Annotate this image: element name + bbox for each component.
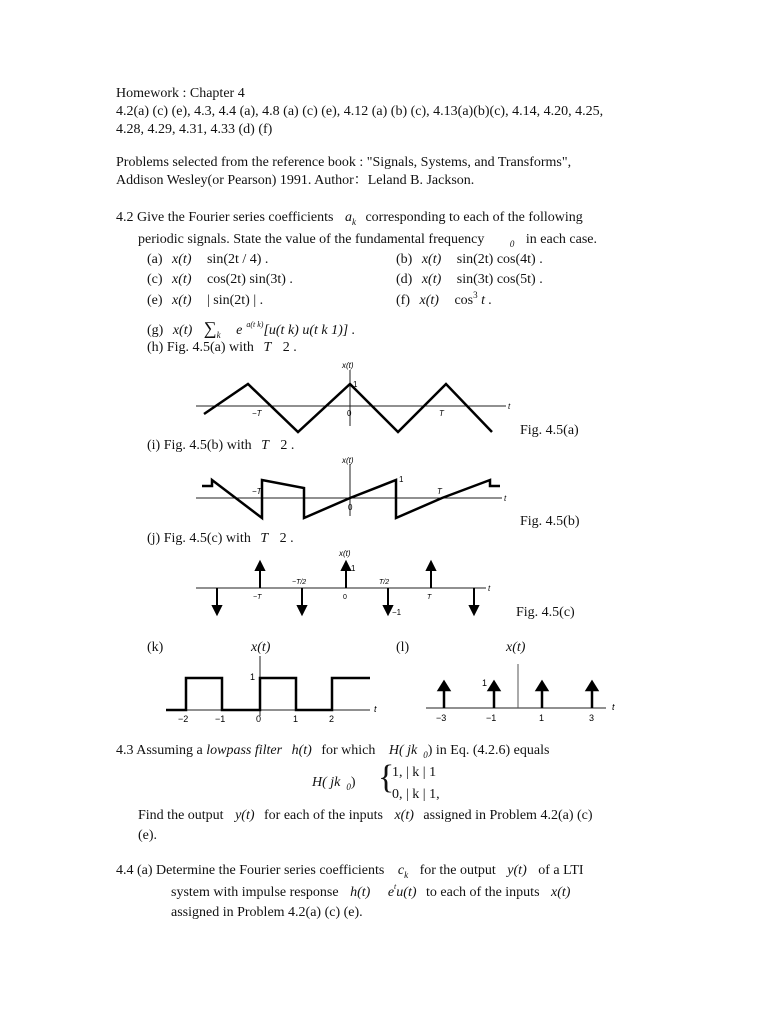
fig-b-t-label: t xyxy=(504,494,507,503)
exponential-symbol: e xyxy=(387,885,395,900)
item-k-label: (k) xyxy=(147,640,164,655)
item-b-xt: x(t) xyxy=(421,252,442,267)
item-k-xt: x(t) xyxy=(251,640,271,655)
fig-a-peak-label: 1 xyxy=(353,380,358,389)
impulse-response-symbol: h(t) xyxy=(350,885,371,900)
item-f-label: (f) xyxy=(396,293,410,308)
frequency-response-equation xyxy=(312,775,356,792)
fig-c-arrowhead-down xyxy=(298,606,306,614)
fig-b-ylabel: x(t) xyxy=(342,456,354,465)
item-d xyxy=(396,272,543,289)
equation-omega-subscript: 0 xyxy=(346,782,351,792)
item-i-period: T xyxy=(261,438,269,453)
each-input-text: to each of the inputs xyxy=(426,885,540,900)
fig-l-arrowhead xyxy=(439,682,449,690)
fig-c-arrowhead-down xyxy=(470,606,478,614)
for-the-output-text: for the output xyxy=(419,863,496,878)
omega-subscript: 0 xyxy=(423,750,428,760)
for-each-input-text: for each of the inputs xyxy=(264,808,383,823)
problem-4-4-intro: 4.4 (a) Determine the Fourier series coefficients xyxy=(116,863,385,878)
item-b xyxy=(396,252,543,269)
item-f-xt: x(t) xyxy=(419,293,439,308)
fig-4-5a-caption: Fig. 4.5(a) xyxy=(520,423,579,438)
fig-a-t-label-pos: T xyxy=(439,409,444,418)
item-a-xt: x(t) xyxy=(172,252,192,267)
fig-b-t-label-pos: T xyxy=(437,487,442,496)
item-l-label: (l) xyxy=(396,640,410,655)
item-a-expression: sin(2t / 4) . xyxy=(206,252,269,267)
item-h-value: 2 . xyxy=(282,340,297,355)
item-j-period: T xyxy=(260,531,269,546)
fig-b-peak-label: 1 xyxy=(399,475,404,484)
fig-l-peak-label: 1 xyxy=(482,678,488,688)
fig-k-t-label: t xyxy=(374,704,377,714)
fig-l-tick-label: 1 xyxy=(539,713,545,723)
item-g-exponent: a(t k) xyxy=(246,320,264,329)
output-symbol: y(t) xyxy=(235,808,255,823)
item-g-xt: x(t) xyxy=(172,323,193,338)
item-f-exponent: 3 xyxy=(473,290,478,300)
item-f-expression: cos xyxy=(454,293,474,308)
fig-k-tick-label: −2 xyxy=(178,714,189,724)
fig-a-waveform xyxy=(204,384,492,432)
summation-index: k xyxy=(216,330,221,340)
problem-4-3-intro: 4.3 Assuming a xyxy=(116,743,203,758)
item-b-label: (b) xyxy=(396,252,413,267)
problem-4-3-line-1 xyxy=(116,743,549,760)
fig-c-zero: 0 xyxy=(343,594,347,601)
item-a-label: (a) xyxy=(147,252,163,267)
fig-l-arrowhead xyxy=(489,682,499,690)
item-g-exponential: e xyxy=(236,323,243,338)
figure-l-impulse-train xyxy=(426,656,626,728)
input-symbol: x(t) xyxy=(394,808,414,823)
lowpass-filter-term: lowpass filter xyxy=(206,743,283,758)
item-h-text: (h) Fig. 4.5(a) with xyxy=(147,340,254,355)
fig-c-pos-half-t: T/2 xyxy=(379,579,390,586)
item-e-expression: | sin(2t) | . xyxy=(206,293,264,308)
problem-4-2-line-1 xyxy=(116,210,583,227)
piecewise-case-1: 1, | k | 1 xyxy=(392,765,437,780)
fig-l-arrowhead xyxy=(587,682,597,690)
coefficient-c-subscript: k xyxy=(404,870,409,880)
item-e-label: (e) xyxy=(147,293,163,308)
fig-k-tick-label: 2 xyxy=(329,714,335,724)
omega-subscript: 0 xyxy=(509,239,515,249)
fig-c-arrowhead-down xyxy=(384,606,392,614)
coefficient-a-subscript: k xyxy=(351,217,356,227)
reference-line-2: Addison Wesley(or Pearson) 1991. Author：Leland B. Jackson. xyxy=(116,173,475,188)
fig-c-arrowhead-up xyxy=(427,562,435,570)
fig-l-arrowhead xyxy=(537,682,547,690)
problem-4-4-line-1 xyxy=(116,863,584,880)
assigned-problems-line-2: 4.28, 4.29, 4.31, 4.33 (d) (f) xyxy=(116,122,273,137)
problem-4-4-line-3: assigned in Problem 4.2(a) (c) (e). xyxy=(171,905,363,920)
item-b-expression: sin(2t) cos(4t) . xyxy=(456,252,543,267)
figure-k-square-wave xyxy=(166,656,388,728)
item-j-value: 2 . xyxy=(279,531,294,546)
fig-a-ylabel: x(t) xyxy=(342,361,354,370)
item-c-label: (c) xyxy=(147,272,163,287)
figure-4-5c-impulse-train xyxy=(196,546,506,618)
item-c-expression: cos(2t) sin(3t) . xyxy=(206,272,293,287)
problem-4-4-line-2 xyxy=(171,882,571,902)
coefficient-a-symbol: a xyxy=(344,210,352,225)
fig-k-tick-label: 1 xyxy=(293,714,299,724)
fig-c-t-label: t xyxy=(488,584,491,593)
item-c-xt: x(t) xyxy=(172,272,192,287)
fig-c-arrowhead-down xyxy=(213,606,221,614)
fig-c-arrowhead-up xyxy=(342,562,350,570)
fig-l-tick-label: −3 xyxy=(436,713,447,723)
item-l-xt: x(t) xyxy=(506,640,526,655)
item-g xyxy=(147,318,355,340)
fig-a-neg-t-label: −T xyxy=(252,409,262,418)
item-i-value: 2 . xyxy=(280,438,295,453)
summation-symbol: ∑ xyxy=(203,318,217,338)
each-case-text: in each case. xyxy=(525,232,598,247)
item-f-tail: t . xyxy=(477,293,492,308)
fig-b-zero-label: 0 xyxy=(348,503,353,512)
item-g-label: (g) xyxy=(147,323,164,338)
frequency-response-symbol: H( jk xyxy=(388,743,418,758)
fig-c-neg-t: −T xyxy=(253,594,262,601)
fig-4-5c-caption: Fig. 4.5(c) xyxy=(516,605,575,620)
problem-4-2-intro: 4.2 Give the Fourier series coefficients xyxy=(116,210,334,225)
problem-4-3-find-line-2: (e). xyxy=(138,828,158,843)
problem-4-2-intro-end: corresponding to each of the following xyxy=(365,210,583,225)
fig-b-waveform xyxy=(202,480,500,518)
fundamental-frequency-text: periodic signals. State the value of the fundamental frequency xyxy=(138,232,485,247)
equation-lhs-close: ) xyxy=(350,775,356,790)
assigned-problems-text: assigned in Problem 4.2(a) (c) xyxy=(423,808,593,823)
reference-line-1: Problems selected from the reference book : "Signals, Systems, and Transforms", xyxy=(116,155,572,170)
item-e-xt: x(t) xyxy=(172,293,192,308)
item-f xyxy=(396,290,492,310)
figure-4-5a-triangle-wave xyxy=(196,356,516,436)
fig-c-peak-label: 1 xyxy=(351,564,356,573)
piecewise-brace: { xyxy=(378,759,395,796)
item-h xyxy=(147,340,297,357)
impulse-response-text: system with impulse response xyxy=(171,885,339,900)
problem-4-2-line-2 xyxy=(138,232,597,249)
coefficient-c-symbol: c xyxy=(397,863,405,878)
item-c xyxy=(147,272,293,289)
fig-4-5b-caption: Fig. 4.5(b) xyxy=(520,514,580,529)
item-a xyxy=(147,252,268,269)
output-symbol: y(t) xyxy=(507,863,527,878)
fig-a-zero-label: 0 xyxy=(347,409,352,418)
piecewise-case-2: 0, | k | 1, xyxy=(392,787,440,802)
fig-l-tick-label: −1 xyxy=(486,713,497,723)
unit-step-symbol: u(t) xyxy=(396,885,417,900)
item-i-text: (i) Fig. 4.5(b) with xyxy=(147,438,252,453)
equation-reference-text: ) in Eq. (4.2.6) equals xyxy=(427,743,550,758)
assigned-problems-line-1: 4.2(a) (c) (e), 4.3, 4.4 (a), 4.8 (a) (c) (e), 4.12 (a) (b) (c), 4.13(a)(b)(c), 4.14, 4.20, 4.25, xyxy=(116,104,604,119)
input-symbol: x(t) xyxy=(551,885,571,900)
exponential-exponent: t xyxy=(394,882,397,891)
equation-lhs: H( jk xyxy=(312,775,341,790)
fig-l-tick-label: 3 xyxy=(589,713,595,723)
item-d-expression: sin(3t) cos(5t) . xyxy=(456,272,543,287)
fig-c-neg-one: −1 xyxy=(392,608,402,617)
fig-k-peak-label: 1 xyxy=(250,672,256,682)
fig-a-t-label: t xyxy=(508,402,511,411)
fig-k-tick-label: 0 xyxy=(256,714,262,724)
item-h-period: T xyxy=(263,340,272,355)
fig-c-pos-t: T xyxy=(427,594,432,601)
fig-k-waveform xyxy=(166,678,370,710)
item-j-text: (j) Fig. 4.5(c) with xyxy=(147,531,251,546)
fig-c-neg-half-t: −T/2 xyxy=(292,579,307,586)
fig-c-arrowhead-up xyxy=(256,562,264,570)
find-output-text: Find the output xyxy=(138,808,224,823)
fig-b-neg-t-label: −T xyxy=(252,487,262,496)
fig-c-ylabel: x(t) xyxy=(339,549,351,558)
homework-title: Homework : Chapter 4 xyxy=(116,86,245,101)
item-e xyxy=(147,293,263,310)
fig-l-t-label: t xyxy=(612,702,615,712)
item-d-xt: x(t) xyxy=(421,272,442,287)
fig-k-tick-label: −1 xyxy=(215,714,226,724)
figure-4-5b-sawtooth-wave xyxy=(196,452,516,524)
for-which-text: for which xyxy=(321,743,376,758)
lti-text: of a LTI xyxy=(538,863,584,878)
impulse-response-symbol: h(t) xyxy=(291,743,312,758)
item-d-label: (d) xyxy=(396,272,413,287)
item-g-tail: [u(t k) u(t k 1)] . xyxy=(263,323,356,338)
problem-4-3-find-line xyxy=(138,808,593,825)
